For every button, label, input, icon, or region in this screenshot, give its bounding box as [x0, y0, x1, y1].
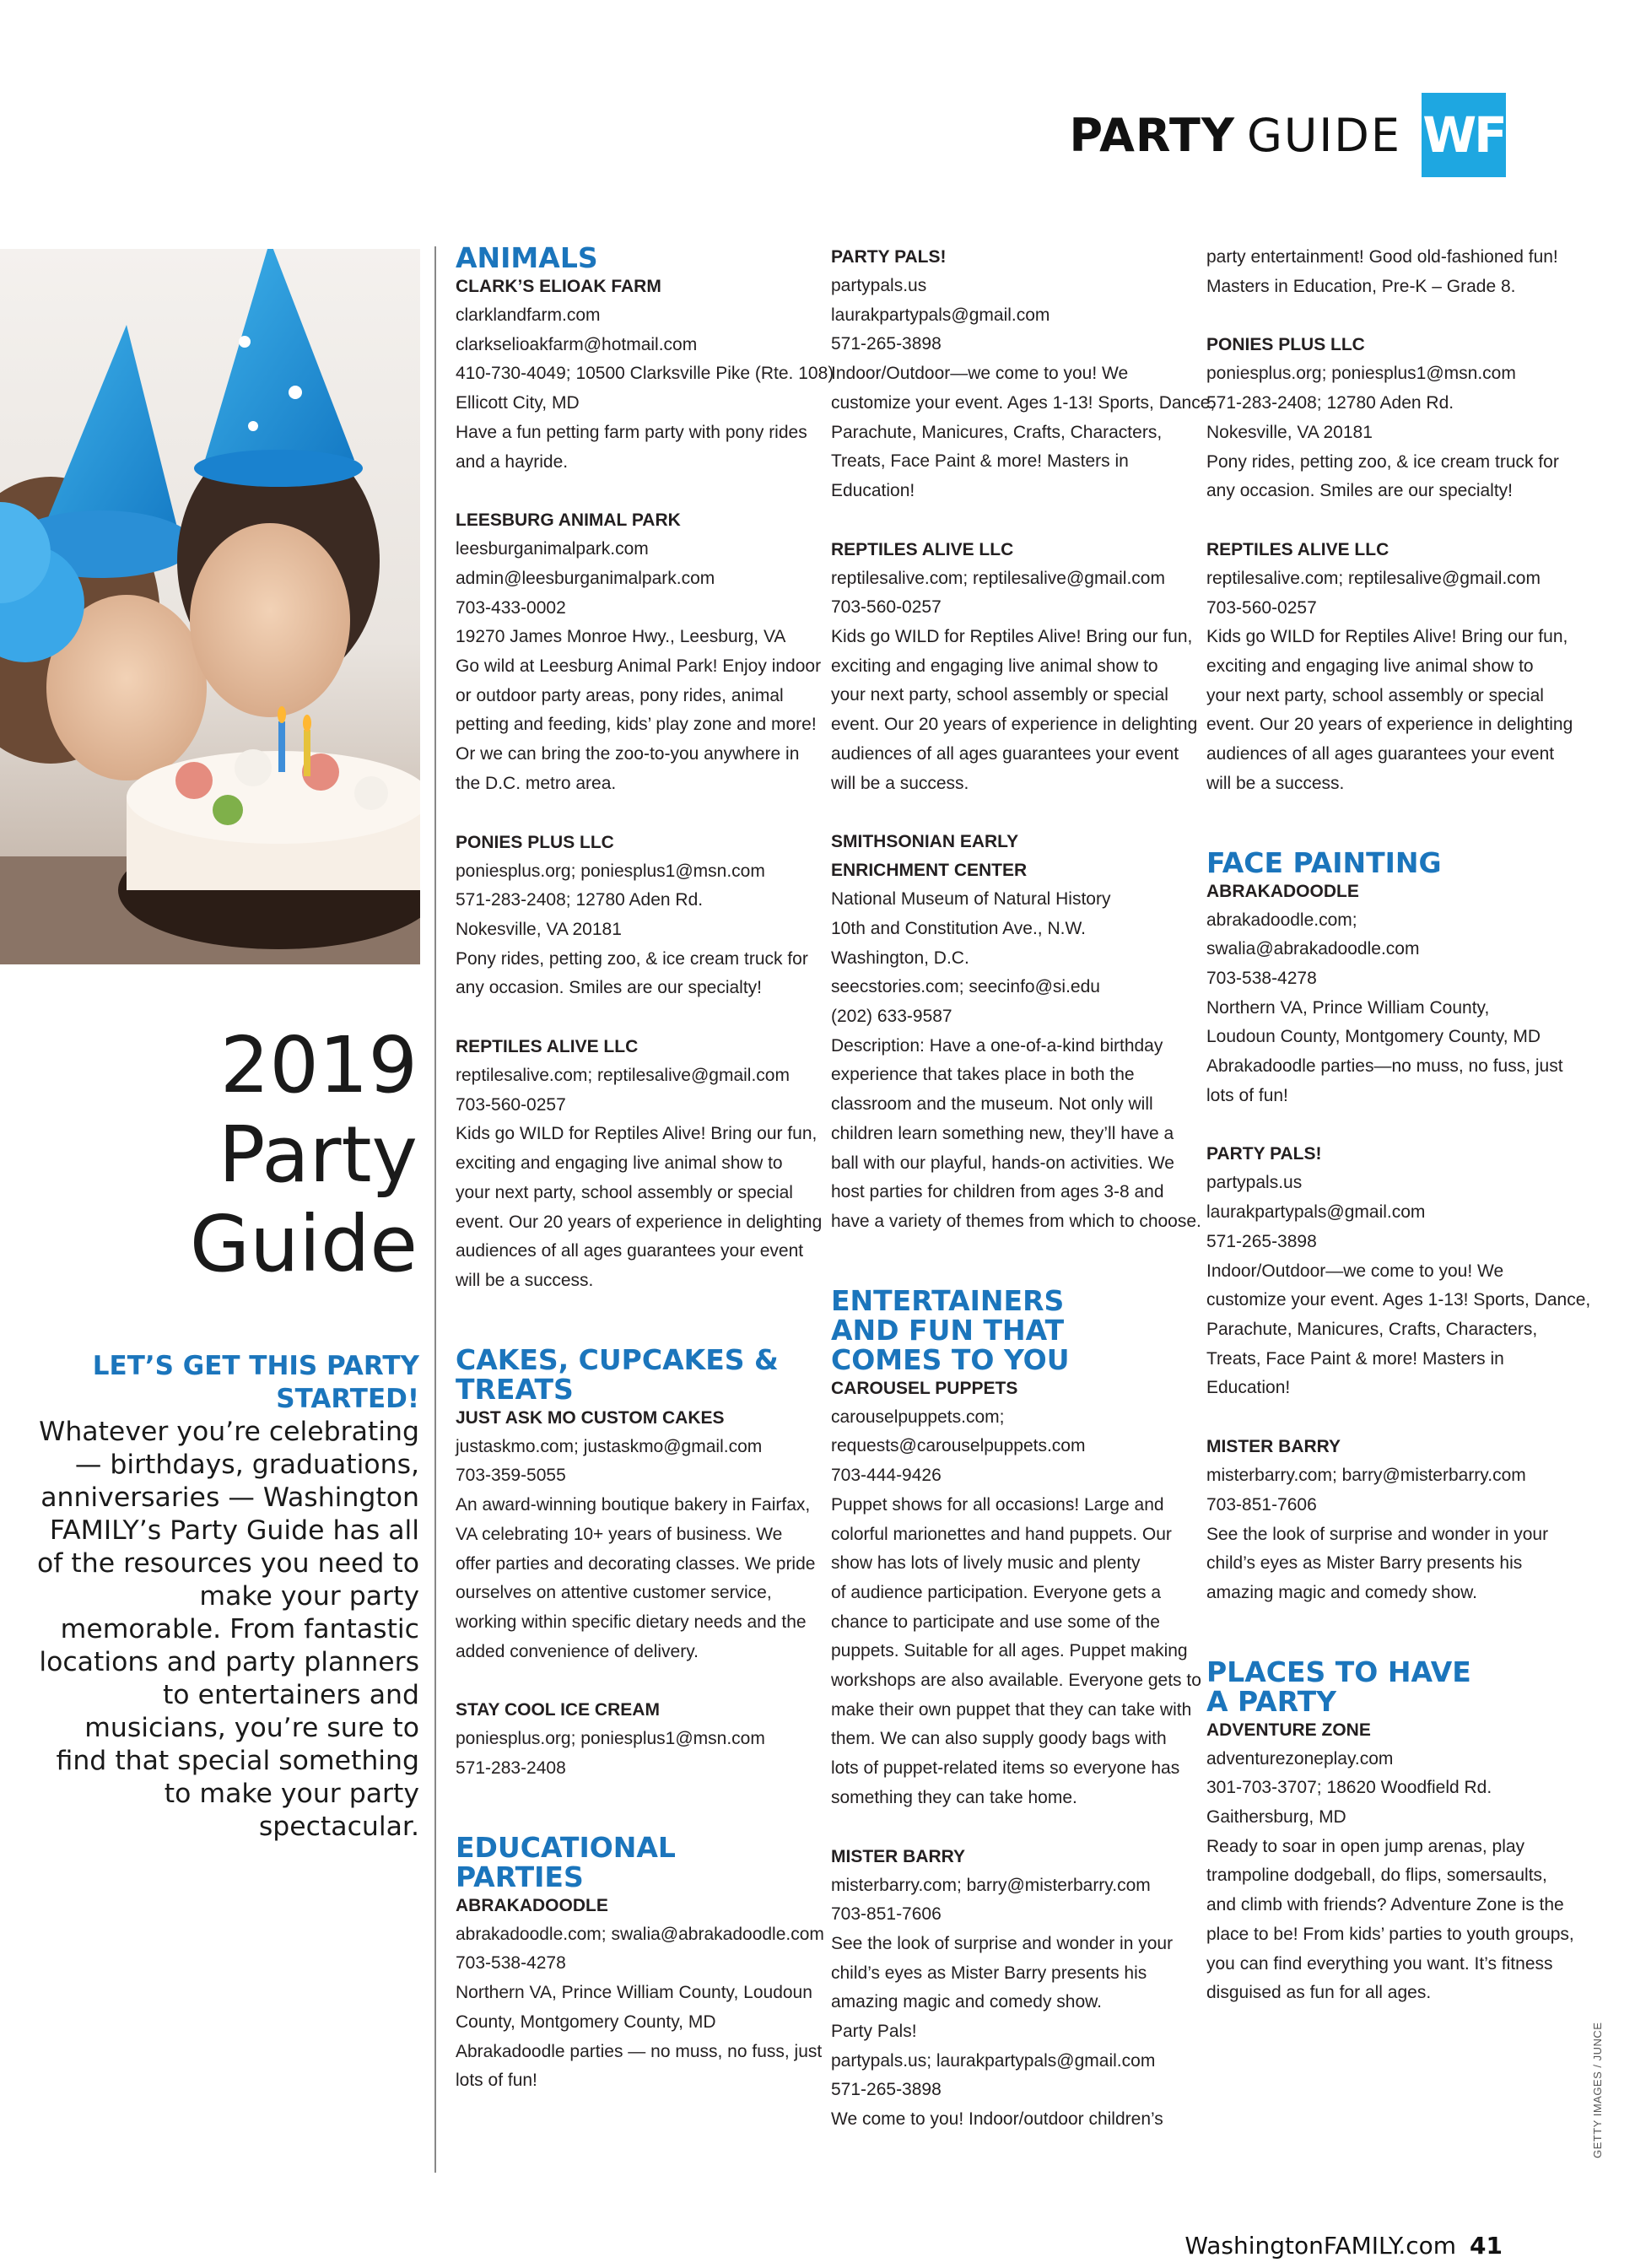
- listing-line: will be a success.: [831, 773, 969, 793]
- listing-line: justaskmo.com; justaskmo@gmail.com: [456, 1436, 763, 1456]
- listing-line: 571-283-2408; 12780 Aden Rd.: [1206, 393, 1454, 413]
- listing-line: place to be! From kids’ parties to youth groups,: [1206, 1924, 1574, 1944]
- listing-name: PONIES PLUS LLC: [456, 832, 614, 852]
- listing-name: SMITHSONIAN EARLY ENRICHMENT CENTER: [831, 832, 1028, 881]
- listing-line: audiences of all ages guarantees your event: [1206, 744, 1555, 764]
- listing-line: and climb with friends? Adventure Zone is the: [1206, 1895, 1564, 1915]
- listing-line: reptilesalive.com; reptilesalive@gmail.com: [456, 1066, 790, 1086]
- listing-line: Abrakadoodle parties—no muss, no fuss, just: [1206, 1056, 1563, 1077]
- listing-line: children learn something new, they’ll have a: [831, 1123, 1174, 1143]
- listing-line: Parachute, Manicures, Crafts, Characters,: [831, 422, 1163, 442]
- listing-line: added convenience of delivery.: [456, 1641, 699, 1661]
- listing-entry: [1206, 331, 1565, 506]
- listing-line: ball with our playful, hands-on activities. We: [831, 1153, 1174, 1173]
- listing-entry: [456, 1033, 823, 1296]
- listing-name: JUST ASK MO CUSTOM CAKES: [456, 1407, 725, 1428]
- listing-line: 571-265-3898: [1206, 1231, 1317, 1251]
- listing-line: any occasion. Smiles are our specialty!: [1206, 481, 1513, 501]
- listings-column-1: [456, 241, 834, 2096]
- listing-line: lots of puppet-related items so everyone has: [831, 1758, 1180, 1779]
- entry-spacer: [456, 799, 814, 829]
- listing-name: REPTILES ALIVE LLC: [831, 539, 1014, 559]
- listing-line: admin@leesburganimalpark.com: [456, 568, 715, 588]
- listing-line: Education!: [1206, 1378, 1291, 1398]
- column-divider: [434, 246, 436, 2173]
- listings-column-2: [831, 243, 1216, 2135]
- listing-line: Party Pals!: [831, 2022, 917, 2042]
- listing-line: Go wild at Leesburg Animal Park! Enjoy indoor: [456, 656, 822, 677]
- entry-spacer: [1206, 506, 1565, 536]
- section-heading: PLACES TO HAVE A PARTY: [1206, 1655, 1471, 1718]
- listing-line: ourselves on attentive customer service,: [456, 1583, 772, 1603]
- listing-line: Abrakadoodle parties — no muss, no fuss, just: [456, 2041, 823, 2061]
- listing-entry: [456, 1342, 816, 1667]
- section-heading: ANIMALS: [456, 241, 598, 274]
- listing-line: Kids go WILD for Reptiles Alive! Bring our fun,: [831, 627, 1193, 647]
- listing-line: 703-560-0257: [456, 1094, 566, 1115]
- entry-spacer: [1206, 799, 1565, 848]
- listing-line: 571-283-2408: [456, 1758, 566, 1779]
- listing-line: petting and feeding, kids’ play zone and more!: [456, 715, 817, 735]
- listing-name: STAY COOL ICE CREAM: [456, 1700, 660, 1720]
- page-footer: [1184, 2232, 1503, 2260]
- listing-line: misterbarry.com; barry@misterbarry.com: [831, 1875, 1151, 1895]
- entry-spacer: [456, 1003, 814, 1033]
- listing-line: host parties for children from ages 3-8 and: [831, 1182, 1164, 1202]
- listing-line: misterbarry.com; barry@misterbarry.com: [1206, 1466, 1526, 1486]
- entry-spacer: [1206, 1403, 1565, 1433]
- listing-line: Or we can bring the zoo-to-you anywhere in: [456, 744, 800, 764]
- listing-entry: [1206, 243, 1565, 301]
- listing-line: Ellicott City, MD: [456, 393, 580, 413]
- listing-line: amazing magic and comedy show.: [831, 1992, 1102, 2012]
- listing-line: your next party, school assembly or special: [831, 685, 1168, 705]
- birthday-photo: [0, 249, 420, 964]
- listing-line: exciting and engaging live animal show to: [831, 656, 1158, 676]
- listing-name: LEESBURG ANIMAL PARK: [456, 510, 681, 531]
- listing-line: will be a success.: [456, 1270, 594, 1290]
- listing-line: clarklandfarm.com: [456, 305, 601, 325]
- listing-name: MISTER BARRY: [831, 1846, 966, 1866]
- listing-line: Treats, Face Paint & more! Masters in: [831, 451, 1129, 472]
- listing-line: working within specific dietary needs and the: [456, 1612, 807, 1632]
- listing-line: See the look of surprise and wonder in your: [831, 1933, 1174, 1953]
- listing-entry: [1206, 536, 1573, 799]
- listing-line: 703-538-4278: [456, 1953, 566, 1974]
- listing-line: 571-283-2408; 12780 Aden Rd.: [456, 890, 704, 910]
- listing-line: disguised as fun for all ages.: [1206, 1983, 1432, 2003]
- listing-line: puppets. Suitable for all ages. Puppet making: [831, 1641, 1188, 1661]
- listing-entry: [456, 829, 814, 1004]
- listing-entry: [831, 1283, 1201, 1813]
- listing-line: carouselpuppets.com;: [831, 1407, 1005, 1427]
- listing-line: adventurezoneplay.com: [1206, 1748, 1394, 1768]
- listing-line: 301-703-3707; 18620 Woodfield Rd.: [1206, 1778, 1492, 1798]
- listing-line: Kids go WILD for Reptiles Alive! Bring our fun,: [1206, 627, 1568, 647]
- intro-body: Whatever you’re celebrating — birthdays, graduations, anniversaries — Washington FAMILY’s Party Guide has all of the resources you need to make your party memorable. From fantastic locations and party planners to entertainers and musicians, you’re sure to find that special something to make your party spectacular.: [37, 1417, 419, 1842]
- entry-spacer: [831, 798, 1190, 828]
- listing-line: (202) 633-9587: [831, 1007, 952, 1027]
- listing-line: Northern VA, Prince William County,: [1206, 997, 1490, 1018]
- listing-line: partypals.us; laurakpartypals@gmail.com: [831, 2050, 1156, 2071]
- listing-line: audiences of all ages guarantees your event: [456, 1241, 804, 1261]
- listing-line: abrakadoodle.com; swalia@abrakadoodle.com: [456, 1924, 824, 1944]
- listing-entry: [831, 243, 1216, 506]
- listing-line: poniesplus.org; poniesplus1@msn.com: [456, 861, 765, 881]
- listing-line: Kids go WILD for Reptiles Alive! Bring our fun,: [456, 1124, 818, 1144]
- listing-line: Description: Have a one-of-a-kind birthday: [831, 1035, 1163, 1056]
- listing-entry: [831, 1843, 1190, 2135]
- section-heading: EDUCATIONAL PARTIES: [456, 1830, 676, 1893]
- listing-name: PARTY PALS!: [1206, 1144, 1322, 1164]
- listing-line: make their own puppet that they can take with: [831, 1699, 1192, 1720]
- listing-entry: [456, 1696, 814, 1783]
- listing-line: reptilesalive.com; reptilesalive@gmail.com: [831, 568, 1165, 588]
- listing-line: party entertainment! Good old-fashioned fun!: [1206, 247, 1558, 267]
- listing-line: Puppet shows for all occasions! Large and: [831, 1494, 1164, 1515]
- section-heading: FACE PAINTING: [1206, 845, 1442, 879]
- listing-line: Nokesville, VA 20181: [456, 919, 622, 939]
- listing-entry: [1206, 1140, 1591, 1403]
- listing-line: exciting and engaging live animal show to: [456, 1153, 783, 1174]
- listing-name: CLARK’S ELIOAK FARM: [456, 277, 661, 296]
- listing-line: workshops are also available. Everyone gets to: [831, 1671, 1201, 1691]
- listing-line: any occasion. Smiles are our specialty!: [456, 978, 762, 998]
- listing-line: Indoor/Outdoor—we come to you! We: [1206, 1261, 1504, 1281]
- listing-line: have a variety of themes from which to choose.: [831, 1211, 1201, 1231]
- listing-line: See the look of surprise and wonder in your: [1206, 1524, 1549, 1544]
- listing-line: your next party, school assembly or special: [456, 1182, 793, 1202]
- listing-line: VA celebrating 10+ years of business. We: [456, 1524, 783, 1544]
- listing-entry: [456, 506, 822, 798]
- listing-line: 703-433-0002: [456, 597, 566, 618]
- listing-line: Indoor/Outdoor—we come to you! We: [831, 364, 1129, 384]
- listing-line: chance to participate and use some of the: [831, 1612, 1160, 1632]
- listing-line: 703-560-0257: [1206, 597, 1317, 618]
- page-header: [1069, 93, 1506, 177]
- page-number: 41: [1470, 2232, 1503, 2260]
- listing-line: 703-538-4278: [1206, 968, 1317, 988]
- listing-entry: [1206, 845, 1565, 1111]
- listing-line: leesburganimalpark.com: [456, 539, 649, 559]
- listing-line: 571-265-3898: [831, 2080, 942, 2100]
- listing-entry: [1206, 1655, 1574, 2008]
- listing-entry: [456, 1830, 824, 2096]
- listing-line: 703-851-7606: [831, 1904, 942, 1925]
- listing-line: trampoline dodgeball, do flips, somersaults,: [1206, 1866, 1547, 1886]
- listing-line: 571-265-3898: [831, 334, 942, 354]
- entry-spacer: [1206, 301, 1565, 331]
- listing-entry: [456, 241, 834, 477]
- listing-line: Ready to soar in open jump arenas, play: [1206, 1836, 1525, 1856]
- entry-spacer: [1206, 1608, 1565, 1657]
- listing-name: PONIES PLUS LLC: [1206, 335, 1365, 355]
- listing-line: event. Our 20 years of experience in delighting: [831, 715, 1198, 735]
- listing-line: Have a fun petting farm party with pony rides: [456, 422, 807, 442]
- listing-line: swalia@abrakadoodle.com: [1206, 939, 1420, 959]
- listing-line: 10th and Constitution Ave., N.W.: [831, 918, 1086, 938]
- entry-spacer: [456, 1296, 814, 1345]
- wf-logo: WF: [1422, 93, 1506, 177]
- listing-line: and a hayride.: [456, 451, 569, 472]
- listing-line: you can find everything you want. It’s fitness: [1206, 1953, 1553, 1974]
- listing-line: Pony rides, petting zoo, & ice cream truck for: [456, 948, 808, 969]
- entry-spacer: [1206, 1110, 1565, 1140]
- listing-line: County, Montgomery County, MD: [456, 2012, 716, 2032]
- listing-line: Parachute, Manicures, Crafts, Characters,: [1206, 1319, 1538, 1339]
- listing-line: exciting and engaging live animal show to: [1206, 656, 1534, 677]
- listing-line: event. Our 20 years of experience in delighting: [1206, 715, 1573, 735]
- listing-line: laurakpartypals@gmail.com: [831, 305, 1050, 325]
- entry-spacer: [831, 1237, 1190, 1286]
- section-heading: ENTERTAINERS AND FUN THAT COMES TO YOU: [831, 1283, 1070, 1376]
- entry-spacer: [831, 1813, 1190, 1843]
- listing-line: National Museum of Natural History: [831, 889, 1111, 910]
- header-title-bold: PARTY: [1069, 108, 1235, 162]
- listing-line: Education!: [831, 480, 915, 500]
- listing-line: Masters in Education, Pre-K – Grade 8.: [1206, 276, 1516, 296]
- listing-line: 410-730-4049; 10500 Clarksville Pike (Rte. 108): [456, 364, 834, 384]
- entry-spacer: [831, 506, 1190, 536]
- listing-name: CAROUSEL PUPPETS: [831, 1378, 1018, 1398]
- listing-line: lots of fun!: [456, 2071, 537, 2091]
- listing-line: them. We can also supply goody bags with: [831, 1729, 1167, 1749]
- guide-intro: [34, 1350, 419, 1844]
- listing-line: Nokesville, VA 20181: [1206, 422, 1373, 442]
- entry-spacer: [456, 477, 814, 506]
- listing-line: customize your event. Ages 1-13! Sports, Dance,: [1206, 1290, 1591, 1310]
- listing-line: poniesplus.org; poniesplus1@msn.com: [456, 1729, 765, 1749]
- listing-line: poniesplus.org; poniesplus1@msn.com: [1206, 364, 1516, 384]
- listing-line: will be a success.: [1206, 773, 1345, 793]
- listing-line: event. Our 20 years of experience in delighting: [456, 1212, 823, 1232]
- listing-line: colorful marionettes and hand puppets. Our: [831, 1524, 1172, 1544]
- listing-line: something they can take home.: [831, 1787, 1077, 1807]
- listing-line: partypals.us: [1206, 1173, 1303, 1193]
- listing-entry: [1206, 1433, 1565, 1608]
- listing-line: lots of fun!: [1206, 1085, 1288, 1105]
- listing-name: REPTILES ALIVE LLC: [456, 1037, 639, 1057]
- listing-line: Treats, Face Paint & more! Masters in: [1206, 1348, 1504, 1369]
- listing-line: the D.C. metro area.: [456, 773, 617, 793]
- listing-line: 19270 James Monroe Hwy., Leesburg, VA: [456, 627, 786, 647]
- listing-line: experience that takes place in both the: [831, 1065, 1135, 1085]
- listing-line: of audience participation. Everyone gets a: [831, 1582, 1162, 1602]
- listing-line: 703-560-0257: [831, 597, 942, 618]
- listing-line: 703-359-5055: [456, 1466, 566, 1486]
- listing-name: ABRAKADOODLE: [1206, 881, 1359, 901]
- listing-line: An award-winning boutique bakery in Fairfax,: [456, 1495, 811, 1515]
- intro-lead: LET’S GET THIS PARTY STARTED!: [92, 1351, 419, 1414]
- listing-entry: [831, 828, 1201, 1236]
- listing-line: audiences of all ages guarantees your event: [831, 743, 1179, 764]
- listing-line: Washington, D.C.: [831, 948, 969, 968]
- entry-spacer: [456, 1784, 814, 1833]
- section-heading: CAKES, CUPCAKES & TREATS: [456, 1342, 779, 1406]
- listing-entry: [831, 536, 1198, 799]
- listing-line: offer parties and decorating classes. We pride: [456, 1553, 816, 1574]
- listing-line: reptilesalive.com; reptilesalive@gmail.com: [1206, 568, 1541, 588]
- listing-line: show has lots of lively music and plenty: [831, 1553, 1141, 1574]
- listing-line: amazing magic and comedy show.: [1206, 1582, 1477, 1602]
- listing-name: ADVENTURE ZONE: [1206, 1720, 1371, 1740]
- footer-site: WashingtonFAMILY.com: [1184, 2232, 1457, 2260]
- listing-line: or outdoor party areas, pony rides, animal: [456, 685, 784, 705]
- photo-credit: GETTY IMAGES / JUNCE: [1591, 2022, 1604, 2158]
- guide-title: 2019 Party Guide: [189, 1020, 418, 1289]
- listing-line: seecstories.com; seecinfo@si.edu: [831, 977, 1100, 997]
- listing-name: ABRAKADOODLE: [456, 1895, 608, 1915]
- listing-line: laurakpartypals@gmail.com: [1206, 1202, 1426, 1223]
- listing-line: clarkselioakfarm@hotmail.com: [456, 334, 698, 354]
- listing-line: child’s eyes as Mister Barry presents his: [831, 1963, 1147, 1983]
- header-title-light: GUIDE: [1247, 108, 1401, 162]
- listing-line: abrakadoodle.com;: [1206, 910, 1357, 930]
- listing-name: REPTILES ALIVE LLC: [1206, 539, 1389, 559]
- listing-line: Pony rides, petting zoo, & ice cream truck for: [1206, 451, 1559, 472]
- listing-line: 703-444-9426: [831, 1466, 942, 1486]
- listings-column-3: [1206, 243, 1591, 2008]
- listing-name: MISTER BARRY: [1206, 1437, 1341, 1457]
- listing-line: requests@carouselpuppets.com: [831, 1436, 1086, 1456]
- listing-line: classroom and the museum. Not only will: [831, 1094, 1153, 1115]
- listing-line: partypals.us: [831, 276, 927, 295]
- listing-name: PARTY PALS!: [831, 247, 947, 267]
- entry-spacer: [456, 1666, 814, 1696]
- listing-line: We come to you! Indoor/outdoor children’s: [831, 2109, 1163, 2130]
- listing-line: customize your event. Ages 1-13! Sports, Dance,: [831, 392, 1216, 413]
- listing-line: child’s eyes as Mister Barry presents his: [1206, 1553, 1523, 1574]
- listing-line: Loudoun County, Montgomery County, MD: [1206, 1027, 1541, 1047]
- listing-line: 703-851-7606: [1206, 1494, 1317, 1515]
- listing-line: Gaithersburg, MD: [1206, 1807, 1346, 1828]
- listing-line: your next party, school assembly or special: [1206, 685, 1544, 705]
- listing-line: Northern VA, Prince William County, Loudoun: [456, 1983, 812, 2003]
